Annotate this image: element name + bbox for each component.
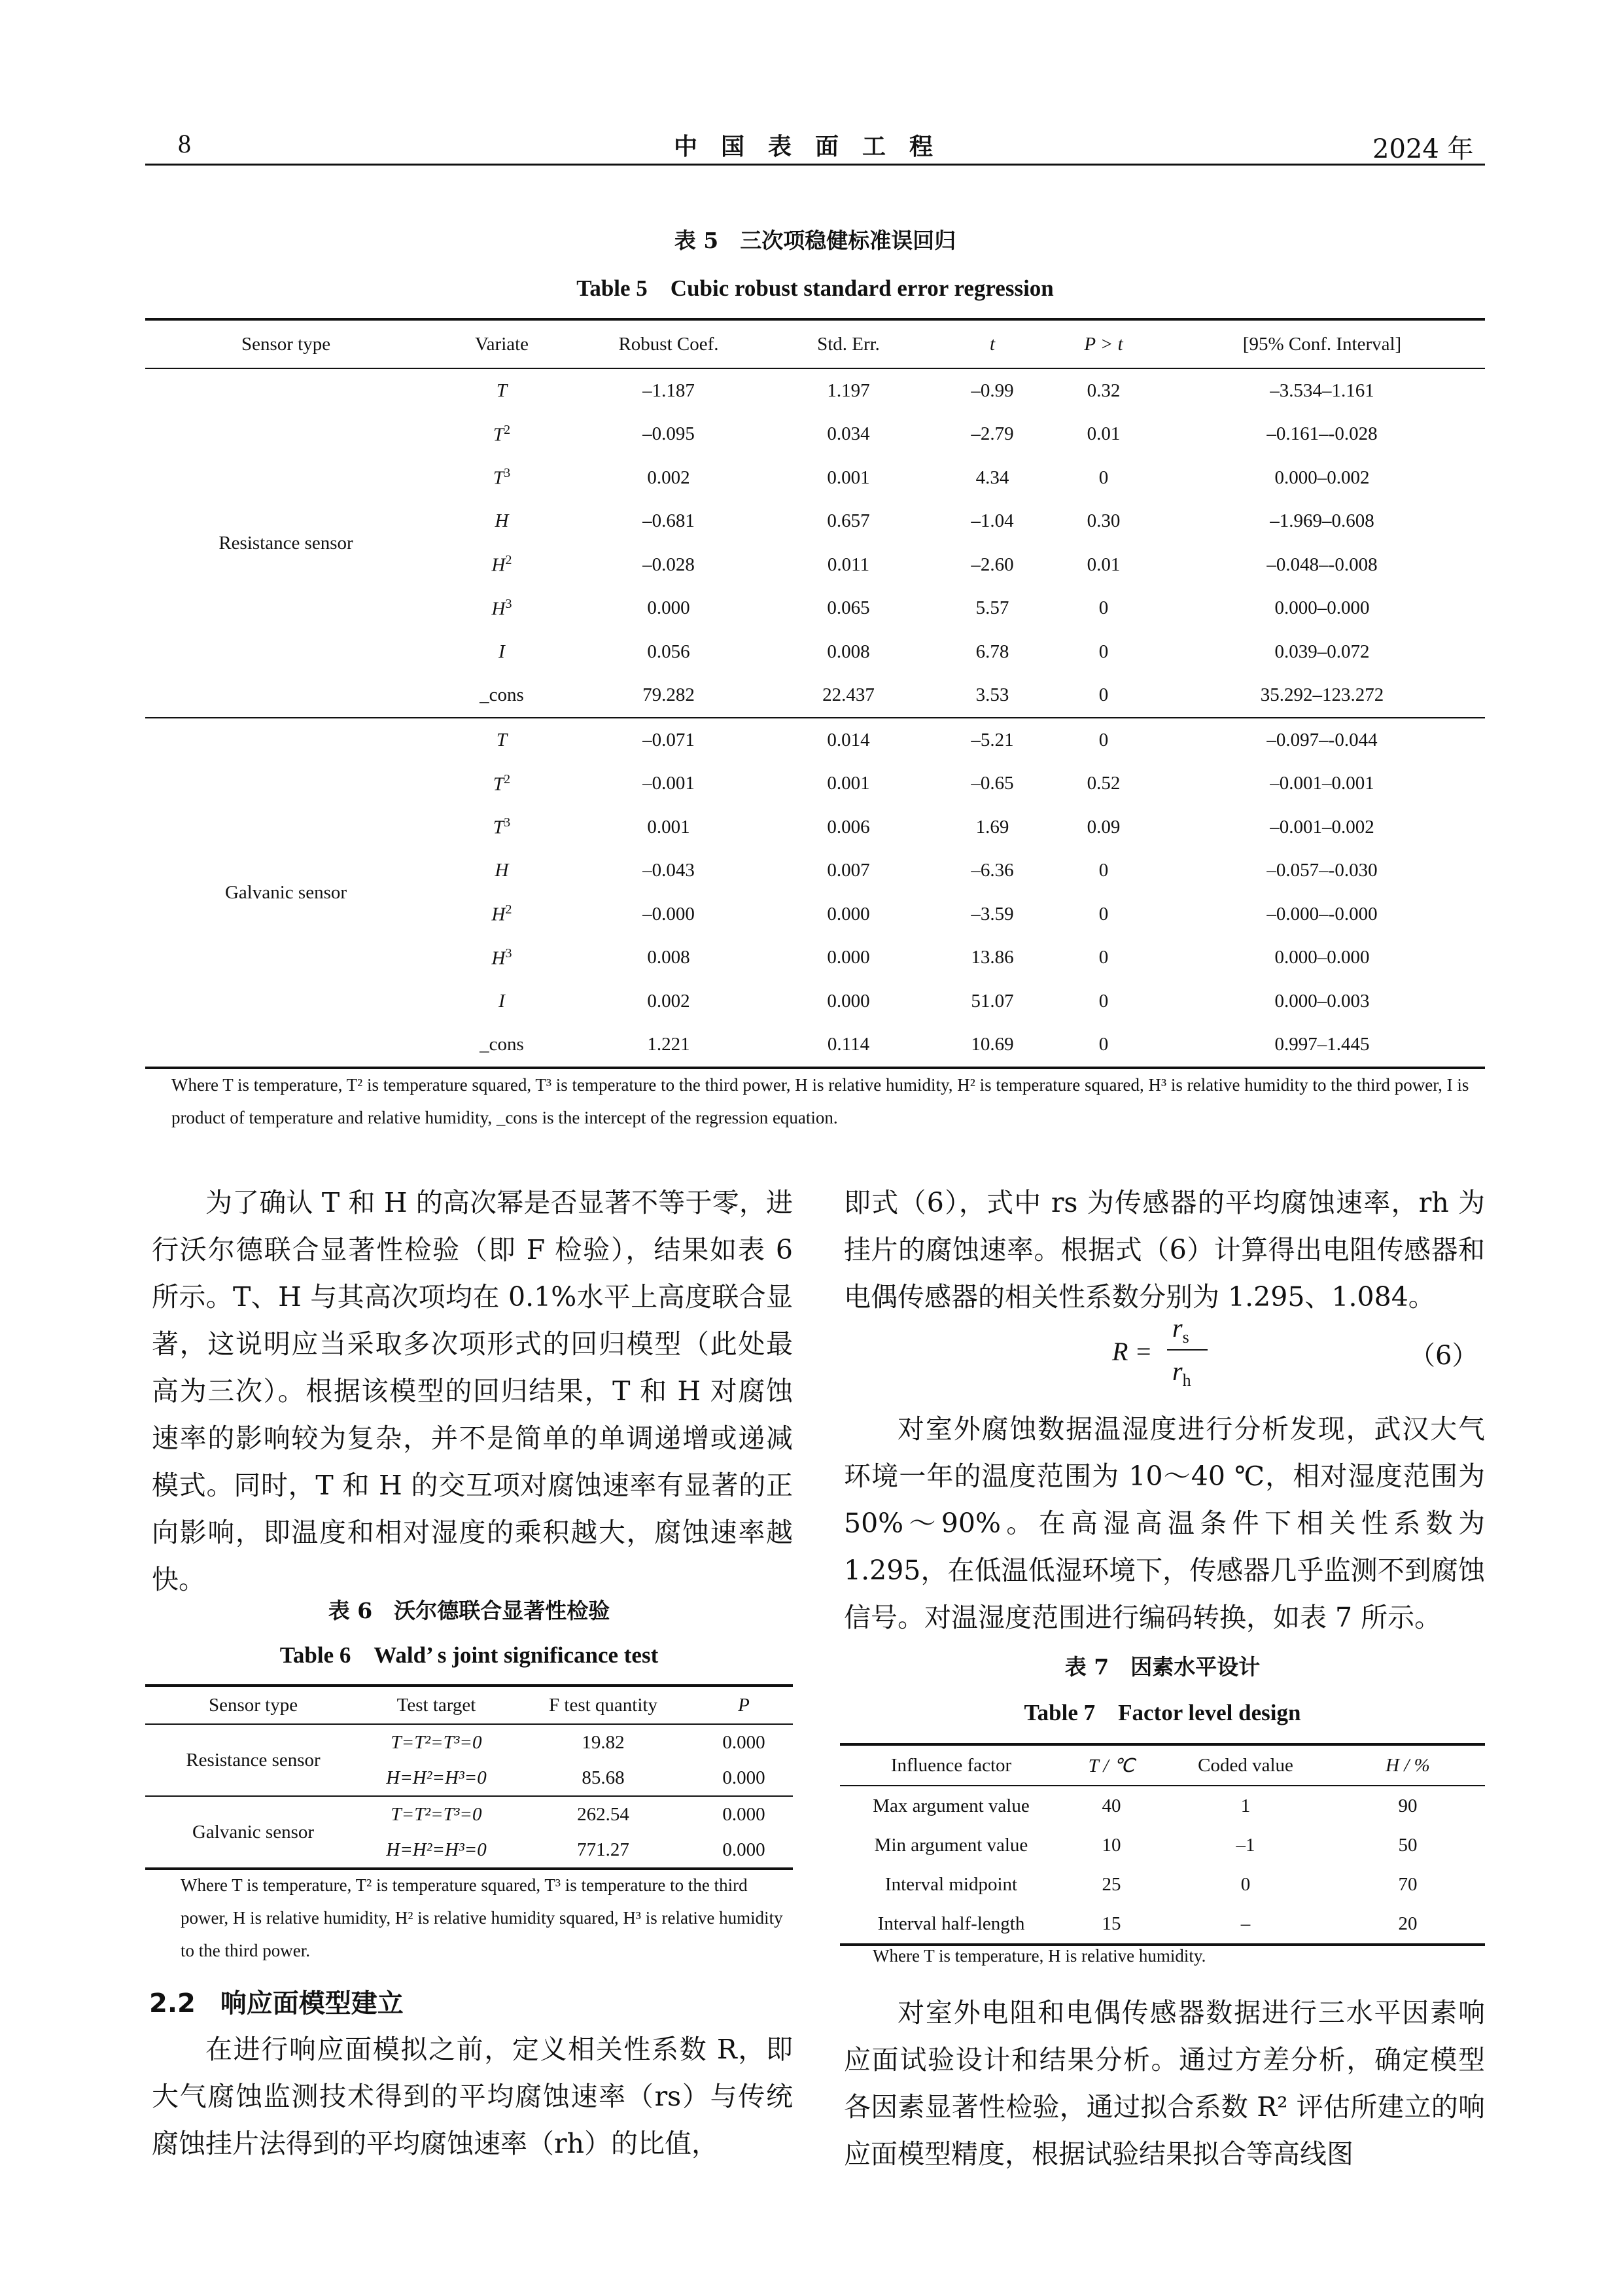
t5-cell-t: –2.60 bbox=[971, 554, 1014, 575]
t5-cell-se: 22.437 bbox=[822, 684, 875, 706]
right-paragraph-3 bbox=[844, 1989, 1485, 2178]
t5-variate-symbol: H bbox=[495, 510, 509, 532]
table-row bbox=[840, 1904, 1485, 1945]
t5-cell-coef: 0.056 bbox=[647, 641, 690, 662]
t5-variate bbox=[427, 368, 577, 413]
t5-variate-symbol: H bbox=[491, 947, 506, 969]
t5-cell-t: 6.78 bbox=[975, 641, 1009, 662]
t5-cell-coef: –0.001 bbox=[642, 773, 695, 794]
t5-variate-power: 2 bbox=[505, 902, 512, 917]
right-paragraph-2-text: 对室外腐蚀数据温湿度进行分析发现，武汉大气环境一年的温度范围为 10～40 ℃，相对湿度范围为 50%～90%。在高湿高温条件下相关性系数为 1.295，在低温低湿环境下，传感器几乎监测不到腐蚀信号。对温湿度范围进行编码转换，如表 7 所示。 bbox=[844, 1413, 1485, 1633]
t5-variate-symbol: H bbox=[491, 598, 506, 620]
t5-variate bbox=[427, 805, 577, 849]
t5-cell-se: 0.006 bbox=[827, 816, 870, 838]
t5-cell-se: 0.001 bbox=[827, 773, 870, 794]
t5-cell-se: 0.008 bbox=[827, 641, 870, 662]
t5-variate bbox=[427, 1023, 577, 1069]
t6-cell-f: 85.68 bbox=[582, 1767, 625, 1788]
t5-col-p: P > t bbox=[1048, 319, 1159, 368]
t7-cell-h: 50 bbox=[1398, 1834, 1418, 1856]
t5-cell-coef: –0.043 bbox=[642, 860, 695, 881]
right-paragraph-1 bbox=[844, 1179, 1485, 1320]
t6-col-test-target: Test target bbox=[361, 1686, 512, 1724]
t5-variate bbox=[427, 936, 577, 980]
t7-cell-c: 0 bbox=[1240, 1873, 1251, 1895]
t5-cell-se: 0.000 bbox=[827, 990, 870, 1012]
t5-cell-se: 0.114 bbox=[760, 1023, 937, 1069]
t5-cell-p: 0.01 bbox=[1087, 423, 1121, 445]
table6-caption-cn: 表 6 沃尔德联合显著性检验 bbox=[328, 1598, 610, 1623]
t5-variate bbox=[427, 892, 577, 936]
t5-cell-p: 0 bbox=[1098, 597, 1109, 619]
t5-cell-se: 1.197 bbox=[760, 368, 937, 413]
t5-cell-ci: 0.000–0.000 bbox=[1274, 597, 1370, 619]
t7-cell-f: Interval midpoint bbox=[884, 1873, 1018, 1895]
t6-group-name: Galvanic sensor bbox=[145, 1796, 361, 1869]
t6-cell-p: 0.000 bbox=[695, 1724, 793, 1760]
t5-variate bbox=[427, 413, 577, 457]
t7-cell-t: 25 bbox=[1102, 1873, 1121, 1895]
t5-cell-coef: 0.001 bbox=[647, 816, 690, 838]
t5-variate-power: 3 bbox=[504, 815, 511, 830]
t6-cell-p: 0.000 bbox=[695, 1832, 793, 1869]
t5-variate-symbol: _cons bbox=[480, 1034, 524, 1055]
t5-variate-symbol: H bbox=[491, 555, 506, 576]
t5-cell-t: –0.65 bbox=[971, 773, 1014, 794]
t7-cell-c: – bbox=[1161, 1904, 1331, 1945]
t7-cell-h: 70 bbox=[1398, 1873, 1418, 1895]
t5-group-name: Galvanic sensor bbox=[145, 718, 427, 1068]
table7-note: Where T is temperature, H is relative humidity. bbox=[873, 1946, 1206, 1966]
t5-variate-symbol: T bbox=[493, 773, 504, 795]
t5-cell-se: 0.000 bbox=[827, 947, 870, 968]
t6-col-f: F test quantity bbox=[512, 1686, 695, 1724]
left-paragraph bbox=[152, 1179, 793, 1603]
table-row bbox=[145, 718, 1485, 762]
t5-cell-p: 0.52 bbox=[1087, 773, 1121, 794]
t5-variate-symbol: H bbox=[495, 860, 509, 881]
table7-caption-cn: 表 7 因素水平设计 bbox=[1064, 1654, 1261, 1680]
t5-variate-symbol: I bbox=[498, 990, 505, 1012]
t5-cell-se: 0.014 bbox=[760, 718, 937, 762]
t5-cell-p: 0 bbox=[1098, 947, 1109, 968]
t5-variate-symbol: T bbox=[493, 817, 504, 839]
t5-variate bbox=[427, 980, 577, 1023]
table-row bbox=[145, 368, 1485, 413]
t5-cell-ci: –0.057–-0.030 bbox=[1266, 860, 1378, 881]
t5-cell-coef: 79.282 bbox=[642, 684, 695, 706]
t7-cell-c: –1 bbox=[1236, 1834, 1255, 1856]
section-number: 2.2 bbox=[149, 1988, 196, 2019]
t5-cell-ci: 0.039–0.072 bbox=[1274, 641, 1370, 662]
t5-cell-se: 0.000 bbox=[827, 903, 870, 925]
t5-cell-coef: –0.071 bbox=[577, 718, 760, 762]
t5-variate-power: 2 bbox=[504, 422, 511, 437]
t5-cell-ci: –1.969–0.608 bbox=[1270, 510, 1374, 532]
eq-num-r: r bbox=[1172, 1313, 1183, 1343]
t5-cell-p: 0.30 bbox=[1087, 510, 1121, 532]
t6-cell-target: T=T²=T³=0 bbox=[361, 1724, 512, 1760]
right-paragraph-2 bbox=[844, 1405, 1485, 1641]
table-row bbox=[840, 1786, 1485, 1826]
table5 bbox=[145, 318, 1485, 1069]
t5-cell-t: –3.59 bbox=[971, 903, 1014, 925]
t7-col-coded: Coded value bbox=[1161, 1744, 1331, 1786]
t6-cell-target: H=H²=H³=0 bbox=[361, 1832, 512, 1869]
t7-cell-f: Interval half-length bbox=[840, 1904, 1062, 1945]
t5-variate-symbol: I bbox=[498, 641, 505, 662]
table-row bbox=[840, 1865, 1485, 1904]
t5-cell-ci: 0.000–0.003 bbox=[1274, 990, 1370, 1012]
table7-caption-en: Table 7 Factor level design bbox=[1024, 1700, 1301, 1725]
table6 bbox=[145, 1684, 793, 1870]
t5-variate-power: 3 bbox=[505, 945, 512, 961]
t5-cell-t: –6.36 bbox=[971, 860, 1014, 881]
t6-cell-f: 19.82 bbox=[512, 1724, 695, 1760]
t5-cell-ci: –0.161–-0.028 bbox=[1266, 423, 1378, 445]
section-heading bbox=[149, 1983, 404, 2020]
t5-cell-coef: 0.002 bbox=[647, 467, 690, 488]
t7-col-factor: Influence factor bbox=[840, 1744, 1062, 1786]
t5-cell-t: 13.86 bbox=[971, 947, 1014, 968]
page-number: 8 bbox=[178, 129, 191, 158]
t5-variate bbox=[427, 543, 577, 587]
eq-lhs: R = bbox=[1112, 1337, 1153, 1366]
eq-numerator bbox=[1172, 1313, 1189, 1347]
t6-col-p: P bbox=[695, 1686, 793, 1724]
t5-cell-p: 0 bbox=[1098, 467, 1109, 488]
t7-cell-f: Min argument value bbox=[874, 1834, 1028, 1856]
t7-cell-h: 20 bbox=[1331, 1904, 1485, 1945]
left-paragraph-2-text: 在进行响应面模拟之前，定义相关性系数 R，即大气腐蚀监测技术得到的平均腐蚀速率（rs）与传统腐蚀挂片法得到的平均腐蚀速率（rh）的比值， bbox=[152, 2034, 793, 2159]
t5-col-coef: Robust Coef. bbox=[577, 319, 760, 368]
eq-fraction-bar bbox=[1167, 1349, 1208, 1351]
journal-title: 中国表面工程 bbox=[674, 133, 957, 160]
t5-cell-coef: –0.681 bbox=[642, 510, 695, 532]
t6-cell-f: 262.54 bbox=[512, 1796, 695, 1832]
t5-cell-ci: –0.097–-0.044 bbox=[1159, 718, 1485, 762]
t5-variate-symbol: T bbox=[496, 729, 508, 751]
t5-cell-ci: 35.292–123.272 bbox=[1260, 684, 1384, 706]
t5-col-variate: Variate bbox=[427, 319, 577, 368]
t6-group-name: Resistance sensor bbox=[145, 1724, 361, 1796]
t5-variate-power: 2 bbox=[504, 771, 511, 786]
t6-cell-p: 0.000 bbox=[722, 1767, 765, 1788]
t5-variate-power: 3 bbox=[504, 466, 511, 481]
t5-variate bbox=[427, 718, 577, 762]
t5-cell-coef: 0.002 bbox=[647, 990, 690, 1012]
journal-year: 2024 年 bbox=[1372, 134, 1474, 164]
t5-cell-coef: 1.221 bbox=[577, 1023, 760, 1069]
t5-variate-power: 2 bbox=[505, 553, 512, 568]
t5-cell-t: –1.04 bbox=[971, 510, 1014, 532]
t7-col-t: T / ℃ bbox=[1062, 1744, 1161, 1786]
t5-cell-p: 0 bbox=[1098, 860, 1109, 881]
t5-col-stderr: Std. Err. bbox=[760, 319, 937, 368]
t7-cell-t: 40 bbox=[1062, 1786, 1161, 1826]
eq-num-sub: s bbox=[1182, 1328, 1189, 1347]
t5-group-name: Resistance sensor bbox=[145, 368, 427, 718]
t7-cell-f: Max argument value bbox=[840, 1786, 1062, 1826]
table6-note: Where T is temperature, T² is temperature squared, T³ is temperature to the third power, H is relative humidity, H² is relative humidity squared, H³ is relative humidity to the third power. bbox=[181, 1875, 783, 1960]
t5-col-t: t bbox=[937, 319, 1048, 368]
t5-cell-se: 0.034 bbox=[827, 423, 870, 445]
t5-cell-p: 0 bbox=[1098, 903, 1109, 925]
t7-cell-h: 90 bbox=[1331, 1786, 1485, 1826]
t5-cell-coef: 0.008 bbox=[647, 947, 690, 968]
t5-variate bbox=[427, 762, 577, 806]
t5-cell-t: 3.53 bbox=[975, 684, 1009, 706]
t5-variate-power: 3 bbox=[505, 596, 512, 611]
table5-caption-en: Table 5 Cubic robust standard error regression bbox=[576, 275, 1054, 301]
t5-cell-p: 0.09 bbox=[1087, 816, 1121, 838]
t5-cell-ci: –0.000–-0.000 bbox=[1266, 903, 1378, 925]
section-title: 响应面模型建立 bbox=[220, 1988, 404, 2019]
t5-cell-p: 0 bbox=[1048, 718, 1159, 762]
equation-label: （6） bbox=[1409, 1341, 1478, 1371]
t5-cell-coef: –0.095 bbox=[642, 423, 695, 445]
t5-variate bbox=[427, 630, 577, 674]
t5-cell-ci: –0.048–-0.008 bbox=[1266, 554, 1378, 575]
t5-cell-p: 0.01 bbox=[1087, 554, 1121, 575]
t5-cell-t: 1.69 bbox=[975, 816, 1009, 838]
t5-cell-p: 0 bbox=[1098, 641, 1109, 662]
table5-caption-cn: 表 5 三次项稳健标准误回归 bbox=[674, 228, 956, 253]
eq-denominator bbox=[1172, 1356, 1191, 1390]
t5-variate bbox=[427, 674, 577, 718]
t7-cell-c: 1 bbox=[1161, 1786, 1331, 1826]
t5-cell-ci: 0.000–0.002 bbox=[1274, 467, 1370, 488]
t5-cell-coef: –1.187 bbox=[577, 368, 760, 413]
eq-den-sub: h bbox=[1182, 1371, 1191, 1390]
left-paragraph-2 bbox=[152, 2026, 793, 2167]
t6-col-sensor-type: Sensor type bbox=[145, 1686, 361, 1724]
right-paragraph-3-text: 对室外电阻和电偶传感器数据进行三水平因素响应面试验设计和结果分析。通过方差分析，确定模型各因素显著性检验，通过拟合系数 R² 评估所建立的响应面模型精度，根据试验结果拟合等高线图 bbox=[844, 1997, 1485, 2170]
t5-cell-p: 0 bbox=[1048, 1023, 1159, 1069]
table-row bbox=[145, 1724, 793, 1760]
t5-col-ci: [95% Conf. Interval] bbox=[1159, 319, 1485, 368]
t5-variate-symbol: T bbox=[493, 424, 504, 446]
t5-cell-ci: –3.534–1.161 bbox=[1159, 368, 1485, 413]
t7-cell-t: 15 bbox=[1062, 1904, 1161, 1945]
t5-variate bbox=[427, 456, 577, 500]
t6-cell-target: T=T²=T³=0 bbox=[361, 1796, 512, 1832]
t5-variate-symbol: _cons bbox=[480, 684, 524, 706]
t5-cell-ci: 0.000–0.000 bbox=[1274, 947, 1370, 968]
header-rule bbox=[145, 164, 1485, 166]
t5-cell-t: –0.99 bbox=[937, 368, 1048, 413]
t5-cell-t: –5.21 bbox=[937, 718, 1048, 762]
t5-cell-p: 0 bbox=[1098, 684, 1109, 706]
right-paragraph-1-text: 即式（6），式中 rs 为传感器的平均腐蚀速率，rh 为挂片的腐蚀速率。根据式（6）计算得出电阻传感器和电偶传感器的相关性系数分别为 1.295、1.084。 bbox=[844, 1187, 1485, 1313]
t5-variate-symbol: T bbox=[496, 380, 508, 401]
t5-cell-t: 5.57 bbox=[975, 597, 1009, 619]
t5-col-sensor-type: Sensor type bbox=[145, 319, 427, 368]
table5-note: Where T is temperature, T² is temperature squared, T³ is temperature to the third power, H is relative humidity, H² is temperature squared, H³ is relative humidity to the third power, I is product of temperature and relative humidity, _cons is the intercept of the regression equation. bbox=[171, 1075, 1469, 1127]
t5-cell-se: 0.007 bbox=[827, 860, 870, 881]
table6-caption-en: Table 6 Wald’ s joint significance test bbox=[279, 1642, 659, 1668]
t5-cell-p: 0.32 bbox=[1048, 368, 1159, 413]
t5-cell-coef: 0.000 bbox=[647, 597, 690, 619]
t5-cell-se: 0.065 bbox=[827, 597, 870, 619]
t5-cell-ci: –0.001–0.001 bbox=[1270, 773, 1374, 794]
t6-cell-p: 0.000 bbox=[695, 1796, 793, 1832]
t5-cell-se: 0.001 bbox=[827, 467, 870, 488]
t5-variate-symbol: T bbox=[493, 468, 504, 489]
t5-variate bbox=[427, 587, 577, 631]
table-row bbox=[145, 1796, 793, 1832]
t5-cell-t: 10.69 bbox=[937, 1023, 1048, 1069]
t5-cell-t: –2.79 bbox=[971, 423, 1014, 445]
t5-variate bbox=[427, 849, 577, 893]
t5-cell-ci: 0.997–1.445 bbox=[1159, 1023, 1485, 1069]
t7-cell-t: 10 bbox=[1102, 1834, 1121, 1856]
t5-cell-t: 51.07 bbox=[971, 990, 1014, 1012]
t5-cell-p: 0 bbox=[1098, 990, 1109, 1012]
t5-variate-symbol: H bbox=[491, 904, 506, 926]
t7-col-h: H / % bbox=[1331, 1744, 1485, 1786]
t5-cell-se: 0.657 bbox=[827, 510, 870, 532]
t6-cell-f: 771.27 bbox=[512, 1832, 695, 1869]
t5-cell-se: 0.011 bbox=[827, 554, 870, 575]
t5-cell-ci: –0.001–0.002 bbox=[1270, 816, 1374, 838]
left-paragraph-text: 为了确认 T 和 H 的高次幂是否显著不等于零，进行沃尔德联合显著性检验（即 F 检验），结果如表 6 所示。T、H 与其高次项均在 0.1%水平上高度联合显著，这说明应当采取多次项形式的回归模型（此处最高为三次）。根据该模型的回归结果，T 和 H 对腐蚀速率的影响较为复杂，并不是简单的单调递增或递减模式。同时，T 和 H 的交互项对腐蚀速率有显著的正向影响，即温度和相对湿度的乘积越大，腐蚀速率越快。 bbox=[152, 1187, 793, 1595]
t6-cell-target: H=H²=H³=0 bbox=[386, 1767, 487, 1788]
table7 bbox=[840, 1743, 1485, 1946]
t5-cell-t: 4.34 bbox=[975, 467, 1009, 488]
table-row bbox=[840, 1826, 1485, 1865]
t5-cell-coef: –0.028 bbox=[642, 554, 695, 575]
t5-variate bbox=[427, 500, 577, 544]
eq-den-r: r bbox=[1172, 1356, 1183, 1386]
t5-cell-coef: –0.000 bbox=[642, 903, 695, 925]
